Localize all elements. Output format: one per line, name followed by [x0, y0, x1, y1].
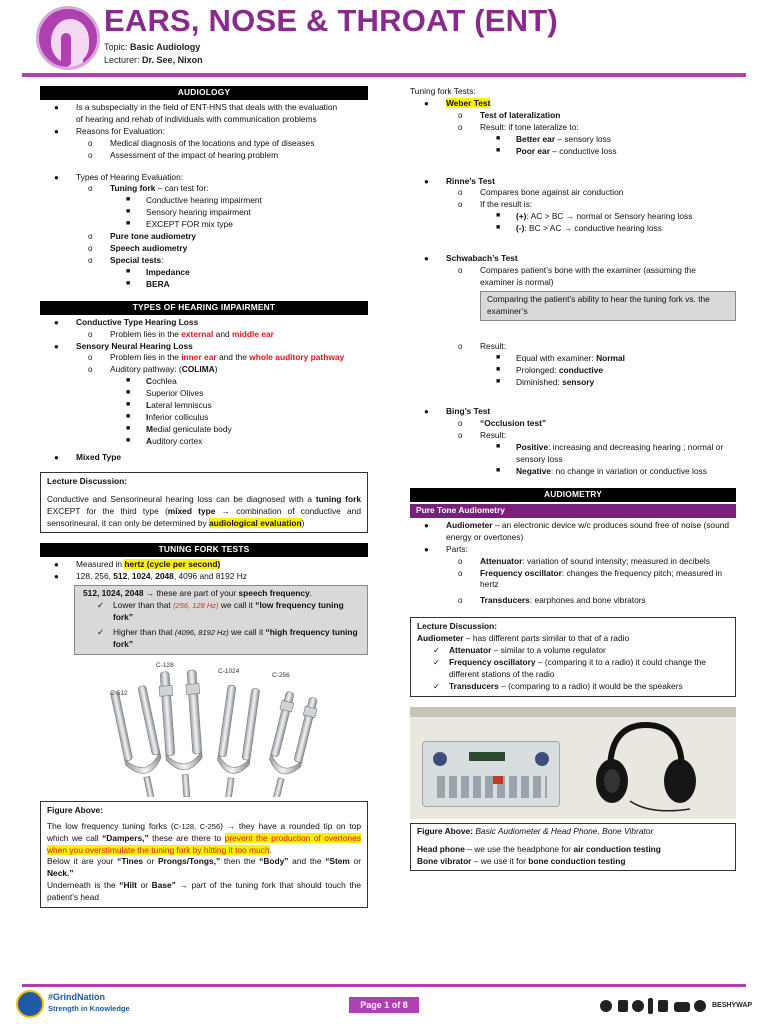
lecture-discussion-box-2 — [410, 617, 736, 697]
list-text: – conductive loss — [549, 145, 617, 156]
list-text: : earphones and bone vibrators — [529, 595, 646, 606]
list-item: o Assessment of the impact of hearing problem — [88, 149, 279, 160]
list-item: ■ Prolonged: conductive — [496, 364, 604, 375]
list-item: ■ Medial geniculate body — [126, 423, 232, 434]
knob-icon — [535, 752, 549, 766]
list-text: Poor ear — [516, 145, 550, 156]
box-heading: Lecture Discussion: — [417, 621, 498, 632]
audiometer-headphone-photo — [410, 707, 736, 819]
list-text: : increasing and decreasing hearing ; normal or sensory loss — [516, 442, 724, 465]
list-text: A — [146, 435, 153, 446]
button-row — [437, 776, 547, 798]
list-text: of hearing and rehab of individuals with communication problems — [76, 113, 317, 124]
list-text: hertz (cycle per second) — [124, 559, 221, 570]
headphones-icon — [590, 719, 700, 815]
spacer — [410, 158, 736, 176]
list-text: Equal with examiner: — [516, 352, 597, 363]
list-text: examiner is normal) — [480, 276, 554, 287]
list-text: edial geniculate body — [152, 423, 232, 434]
fork-label: C-512 — [110, 689, 128, 697]
list-text: Prolonged: — [516, 364, 559, 375]
check-item — [81, 600, 361, 624]
list-text: Sensory Neural Hearing Loss — [76, 340, 193, 351]
list-text: EXCEPT FOR mix type — [146, 219, 233, 230]
right-column — [410, 86, 736, 877]
topic-line — [104, 41, 200, 54]
list-item: ■ Auditory cortex — [126, 435, 203, 446]
spacer — [40, 162, 368, 172]
list-text: (-) — [516, 223, 525, 234]
text-run: (256, 128 Hz) — [173, 601, 219, 611]
text-run: “low frequency tuning fork” — [113, 600, 344, 623]
check-item — [417, 645, 729, 657]
list-text: Audiometer — [446, 519, 493, 530]
list-text: : changes the frequency pitch; measured in hertz — [480, 567, 723, 590]
left-column — [40, 86, 368, 914]
list-item: o Compares bone against air conduction — [458, 187, 624, 198]
list-text: Is a subspecialty in the field of ENT-HNS that deals with the evaluation — [76, 101, 338, 112]
text-run: Attenuator — [449, 645, 492, 656]
list-text: Compares bone against air conduction — [480, 187, 624, 198]
list-text: and — [213, 328, 232, 339]
fork-c512 — [110, 685, 168, 797]
list-text: Test of lateralization — [480, 109, 561, 120]
text-run: or — [349, 856, 361, 867]
list-text: I — [146, 412, 149, 423]
list-text: ochlea — [152, 376, 177, 387]
figure-caption-box — [40, 801, 368, 908]
list-text: Mixed Type — [76, 451, 121, 462]
list-item: ■ Superior Olives — [126, 388, 204, 399]
list-text: : BC > AC → conductive hearing loss — [524, 223, 662, 234]
list-text: Weber Test — [446, 97, 491, 108]
list-item: o Result: — [458, 430, 507, 441]
text-run: – we use it for — [471, 855, 529, 866]
list-text: Compares patient’s bone with the examiner (assuming the — [480, 265, 696, 276]
list-text: ateral lemniscus — [151, 400, 212, 411]
list-item: ● 128, 256, 512, 1024, 2048, 4096 and 8192 Hz — [54, 571, 247, 582]
fork-c128 — [158, 669, 207, 796]
list-text: : AC > BC → normal or Sensory hearing loss — [526, 211, 693, 222]
grindnation-hashtag: #GrindNation — [48, 992, 106, 1002]
list-text: Problem lies in the — [110, 352, 182, 363]
list-item: o Problem lies in the inner ear and the whole auditory pathway — [88, 352, 345, 363]
spacer — [410, 388, 736, 406]
fork-c1024 — [212, 685, 260, 797]
text-run: Lower than that — [113, 600, 174, 611]
list-text: Auditory pathway: ( — [110, 364, 182, 375]
tests-list-cont — [410, 341, 736, 478]
list-text: ) — [214, 364, 218, 375]
list-text: Conductive hearing impairment — [146, 195, 262, 206]
caption-line — [417, 844, 729, 856]
text-run: – similar to a volume regulator — [491, 645, 606, 656]
list-item: ■ Poor ear – conductive loss — [496, 145, 617, 156]
text-run: “Tines — [117, 856, 144, 867]
list-item: ■ Negative: no change in variation or conductive loss — [496, 466, 707, 477]
list-text: Impedance — [146, 266, 190, 277]
tuning-forks-illustration — [40, 659, 368, 797]
list-text: Conductive Type Hearing Loss — [76, 316, 199, 327]
list-text: Positive — [516, 442, 549, 453]
text-run: or — [136, 880, 152, 891]
list-text: : no change in variation or conductive loss — [550, 466, 707, 477]
list-item: o Problem lies in the external and middle ear — [88, 328, 274, 339]
list-item: o Medical diagnosis of the locations and type of diseases — [88, 137, 315, 148]
text-run: “Dampers,” — [102, 832, 149, 843]
list-item: ■ BERA — [126, 278, 170, 289]
list-item: o Test of lateralization — [458, 109, 561, 120]
list-item: ■ Diminished: sensory — [496, 376, 595, 387]
list-text: L — [146, 400, 152, 411]
list-text: – can test for: — [155, 183, 209, 194]
list-item: o If the result is: — [458, 199, 533, 210]
audiometer-display — [469, 752, 505, 761]
list-text: Better ear — [516, 133, 556, 144]
list-text: Diminished: — [516, 376, 563, 387]
list-text: , 4096 and 8192 Hz — [173, 571, 247, 582]
list-item: ■ (-): BC > AC → conductive hearing loss — [496, 223, 662, 234]
list-item: ■ Lateral lemniscus — [126, 400, 212, 411]
airway-icon — [61, 33, 71, 67]
text-run: → part of the tuning fork that should touch the patient’s head — [47, 880, 361, 903]
caption-line — [417, 856, 729, 868]
fork-label: C-128 — [156, 661, 174, 669]
text-run: Figure Above: — [417, 825, 476, 836]
text-run: we call it — [218, 600, 256, 611]
text-run: “Stem — [325, 856, 350, 867]
text-run: – has different parts similar to that of a radio — [463, 633, 630, 644]
text-run: Head phone — [417, 843, 465, 854]
text-run: → combination of conductive and sensorineural, it can only be determined by — [47, 505, 361, 528]
list-item: o Pure tone audiometry — [88, 231, 197, 242]
caption-line — [417, 826, 729, 838]
types-list — [40, 317, 368, 464]
text-run: speech frequency — [238, 588, 310, 599]
list-text: “Occlusion test” — [480, 418, 547, 429]
list-text: conductive — [558, 364, 604, 375]
header-divider — [22, 73, 746, 77]
list-item: ● Is a subspecialty in the field of ENT-HNS that deals with the evaluation of hearing and rehab of individuals with communication problems — [54, 101, 338, 124]
text-run: → these are part of your — [143, 588, 239, 599]
list-text: Transducers — [480, 595, 530, 606]
list-item: o Frequency oscillator: changes the frequency pitch; measured in hertz — [458, 567, 723, 590]
lecturer-value: Dr. See, Nixon — [142, 55, 203, 65]
text-run: then the — [220, 856, 260, 867]
list-text: M — [146, 423, 153, 434]
check-item — [417, 657, 729, 681]
check-item — [81, 627, 361, 651]
section-heading-tuning-fork-tests: TUNING FORK TESTS — [40, 543, 368, 557]
text-run: “high frequency tuning fork” — [113, 626, 358, 649]
list-item: ■ Inferior colliculus — [126, 412, 209, 423]
spacer — [410, 235, 736, 253]
text-run: or — [143, 856, 158, 867]
list-text: BERA — [146, 278, 170, 289]
list-text: Sensory hearing impairment — [146, 207, 251, 218]
fork-c256 — [259, 690, 320, 796]
text-run: . — [309, 588, 313, 599]
page-number-badge: Page 1 of 8 — [349, 997, 419, 1013]
list-text: Types of Hearing Evaluation: — [76, 171, 184, 182]
text-run: Audiometer — [417, 633, 464, 644]
list-text: whole auditory pathway — [249, 352, 345, 363]
list-text: C — [146, 376, 153, 387]
list-item: o Result: if tone lateralize to: — [458, 121, 579, 132]
list-item: ■ Impedance — [126, 266, 190, 277]
list-text: Bing’s Test — [446, 406, 491, 417]
list-item: o Speech audiometry — [88, 243, 188, 254]
list-text: – an electronic device w/c produces sound free of noise (sound energy or overtones) — [446, 519, 730, 542]
text-run: Neck.” — [47, 868, 74, 879]
audiometer-device — [422, 741, 560, 807]
list-item: ● Types of Hearing Evaluation: — [54, 171, 184, 182]
list-text: sensory — [562, 376, 595, 387]
section-heading-audiometry: AUDIOMETRY — [410, 488, 736, 502]
list-text: : — [161, 254, 164, 265]
text-run: Bone vibrator — [417, 855, 472, 866]
list-item: ■ Positive: increasing and decreasing hearing ; normal or sensory loss — [496, 442, 724, 465]
box-heading: Figure Above: — [47, 804, 103, 815]
list-item: ● Bing’s Test — [424, 406, 491, 417]
text-run: The low frequency tuning forks ( — [47, 820, 174, 831]
text-run: Prongs/Tongs,” — [157, 856, 221, 867]
list-item: ● Mixed Type — [54, 451, 121, 462]
list-text: inner ear — [181, 352, 217, 363]
list-text: Result: — [480, 430, 507, 441]
text-run: mixed type — [167, 505, 216, 516]
list-text: Reasons for Evaluation: — [76, 125, 165, 136]
box-heading: Lecture Discussion: — [47, 475, 128, 486]
list-text: : variation of sound intensity; measured in decibels — [522, 555, 710, 566]
list-item: ■ (+): AC > BC → normal or Sensory hearing loss — [496, 211, 693, 222]
list-text: and the — [216, 352, 250, 363]
tuning-forks-image — [40, 659, 368, 797]
list-text: Special tests — [110, 254, 162, 265]
speech-frequency-box — [74, 585, 368, 655]
text-run: we call it — [228, 626, 266, 637]
check-icon: ✓ — [433, 645, 441, 656]
check-icon: ✓ — [97, 626, 105, 637]
text-run: Base” — [151, 880, 176, 891]
fork-label: C-256 — [272, 671, 290, 679]
text-run: Conductive and Sensorineural hearing loss can be diagnosed with a — [47, 493, 316, 504]
text-run: (4096, 8192 Hz) — [174, 627, 229, 637]
audiometry-list — [410, 520, 736, 607]
list-text: Measured in — [76, 559, 125, 570]
grindnation-text — [48, 992, 130, 1013]
list-text: 128, 256, — [76, 571, 114, 582]
list-item: o “Occlusion test” — [458, 418, 547, 429]
grindnation-logo-icon — [16, 990, 44, 1018]
text-run: – (comparing to a radio) it would be the speakers — [498, 680, 683, 691]
box-text — [47, 821, 361, 904]
list-text: 512 — [113, 571, 128, 582]
list-text: Pure tone audiometry — [110, 231, 197, 242]
list-text: uditory cortex — [152, 435, 203, 446]
list-item: o Auditory pathway: (COLIMA) — [88, 364, 218, 375]
list-text: Frequency oscillator — [480, 567, 562, 578]
beshywap-text: BESHYWAP — [712, 1002, 753, 1009]
box-text — [417, 633, 729, 645]
list-item: o Tuning fork – can test for: — [88, 183, 209, 194]
footer-divider — [22, 984, 746, 987]
text-run: – we use the headphone for — [464, 843, 574, 854]
text-run: Underneath is the — [47, 880, 120, 891]
list-item: ● Parts: — [424, 543, 468, 554]
check-icon: ✓ — [433, 657, 441, 668]
text-run: – (comparing it to a radio) it could change the different stations of the radio — [449, 657, 706, 679]
list-text: external — [181, 328, 214, 339]
list-text: Problem lies in the — [110, 328, 182, 339]
knob-icon — [433, 752, 447, 766]
text-run: “Body” — [259, 856, 289, 867]
box-text — [47, 494, 361, 530]
list-item: ● Schwabach’s Test — [424, 253, 518, 264]
list-item: ■ Sensory hearing impairment — [126, 207, 251, 218]
list-text: COLIMA — [181, 364, 215, 375]
list-text: Negative — [516, 466, 551, 477]
list-text: Schwabach’s Test — [446, 253, 518, 264]
lecturer-label: Lecturer: — [104, 55, 140, 65]
fork-label: C-1024 — [218, 667, 240, 675]
list-text: Tuning fork — [110, 183, 156, 194]
text-run: “Hilt — [119, 880, 137, 891]
list-item: o Transducers: earphones and bone vibrators — [458, 595, 646, 606]
lecturer-line — [104, 54, 203, 67]
list-text: 2048 — [155, 571, 174, 582]
section-heading-types: TYPES OF HEARING IMPAIRMENT — [40, 301, 368, 315]
list-item: ● Weber Test — [424, 97, 491, 108]
subsection-heading-pure-tone: Pure Tone Audiometry — [410, 504, 736, 518]
list-text: Parts: — [446, 543, 468, 554]
list-text: Normal — [596, 352, 625, 363]
text-run: Higher than that — [113, 626, 175, 637]
text-run: and the — [288, 856, 326, 867]
list-item: ■ Better ear – sensory loss — [496, 133, 611, 144]
list-text: Superior Olives — [146, 388, 204, 399]
tuning-fork-list — [40, 559, 368, 583]
text-run: 512, 1024, 2048 — [83, 588, 144, 599]
photo-shelf — [410, 707, 736, 717]
list-text: Rinne’s Test — [446, 175, 495, 186]
list-text: Result: if tone lateralize to: — [480, 121, 579, 132]
ent-logo — [36, 6, 100, 70]
list-item: ■ Equal with examiner: Normal — [496, 352, 625, 363]
list-text: Assessment of the impact of hearing problem — [110, 149, 279, 160]
list-item: ● Sensory Neural Hearing Loss — [54, 340, 193, 351]
list-text: – sensory loss — [555, 133, 611, 144]
list-item: ● Conductive Type Hearing Loss — [54, 316, 199, 327]
list-text: If the result is: — [480, 199, 533, 210]
lecture-discussion-box — [40, 472, 368, 534]
list-text: middle ear — [232, 328, 274, 339]
check-icon: ✓ — [97, 600, 105, 611]
text-run: tuning fork — [315, 493, 361, 504]
text-run: EXCEPT for the third type ( — [47, 505, 168, 516]
tests-list — [410, 98, 736, 289]
text-run: prevent the production of overtones when you overstimulate the tuning fork by hitting it too much — [47, 832, 361, 855]
audiology-list — [40, 102, 368, 291]
text-run: audiological evaluation — [209, 517, 302, 528]
check-item — [417, 681, 729, 693]
list-item: ● Measured in hertz (cycle per second) — [54, 559, 221, 570]
page-title: EARS, NOSE & THROAT (ENT) — [104, 3, 558, 38]
text-run: air conduction testing — [573, 843, 661, 854]
text-run: bone conduction testing — [528, 855, 626, 866]
list-item: ● Reasons for Evaluation: — [54, 125, 165, 136]
list-item: o Result: — [458, 340, 507, 351]
list-text: nferior colliculus — [148, 412, 209, 423]
text-run: C-128, C-256 — [173, 821, 221, 831]
list-item: o Compares patient’s bone with the examiner (assuming the examiner is normal) — [458, 265, 696, 287]
section-heading-audiology: AUDIOLOGY — [40, 86, 368, 100]
list-text: Result: — [480, 340, 507, 351]
list-text: 1024 — [131, 571, 151, 582]
list-item: ● Audiometer – an electronic device w/c produces sound free of noise (sound energy or overtones) — [424, 519, 730, 542]
check-icon: ✓ — [433, 680, 441, 691]
list-text: Attenuator — [480, 555, 523, 566]
list-item: o Attenuator: variation of sound intensity; measured in decibels — [458, 555, 710, 566]
text-run: Frequency oscillatory — [449, 657, 536, 668]
list-text: Medical diagnosis of the locations and type of diseases — [110, 137, 315, 148]
list-text: (+) — [516, 211, 527, 222]
list-text: Speech audiometry — [110, 243, 188, 254]
text-run: these are there to — [148, 832, 225, 843]
list-item: ● Rinne’s Test — [424, 175, 495, 186]
list-item: ■ EXCEPT FOR mix type — [126, 219, 233, 230]
tuning-fork-tests-label: Tuning fork Tests: — [410, 86, 476, 96]
text-run: ) → they have a rounded tip on top which we call — [47, 820, 361, 843]
text-run: . — [269, 844, 272, 855]
text-run: ) — [301, 517, 305, 528]
spacer — [40, 291, 368, 301]
topic-value: Basic Audiology — [130, 42, 201, 52]
text-run: Transducers — [449, 680, 499, 691]
schwabach-note-box: Comparing the patient’s ability to hear the tuning fork vs. the examiner’s — [480, 291, 736, 321]
figure-caption-box-2 — [410, 823, 736, 871]
text-run: Below it are your — [47, 856, 118, 867]
grindnation-tagline: Strength in Knowledge — [48, 1003, 130, 1013]
list-item: o Special tests: — [88, 254, 164, 265]
red-button — [493, 776, 503, 784]
list-item: ■ Conductive hearing impairment — [126, 195, 262, 206]
text-run: Basic Audiometer & Head Phone, Bone Vibrator — [475, 825, 654, 836]
topic-label: Topic: — [104, 42, 128, 52]
list-item: ■ Cochlea — [126, 376, 177, 387]
